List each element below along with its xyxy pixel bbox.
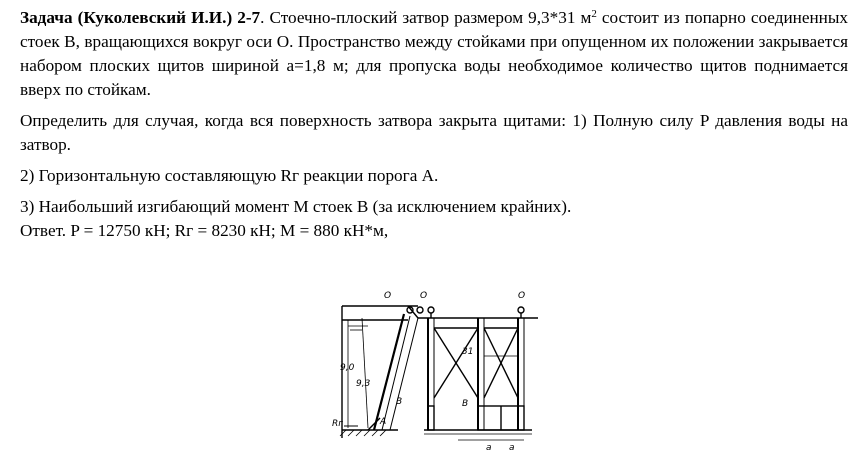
label-rg: Rг [332,419,343,429]
question-intro: Определить для случая, когда вся поверхность затвора закрыта щитами: 1) Полную силу P давления воды на затвор. [20,111,848,154]
answer-line: Ответ. P = 12750 кН; Rг = 8230 кН; M = 880 кН*м, [20,221,389,240]
dimension-9-3 [356,318,371,428]
label-a-dim-2: a [509,443,515,453]
problem-title: Задача (Куколевский И.И.) [20,8,233,27]
dim-9-0-label: 9,0 [340,363,355,373]
dim-31-label: 31 [462,347,474,357]
problem-text [20,6,848,243]
question-3: 3) Наибольший изгибающий момент M стоек B (за исключением крайних). [20,197,572,216]
label-o-2: O [420,291,428,301]
problem-number: 2-7 [237,8,261,27]
question-2: 2) Горизонтальную составляющую Rг реакции порога A. [20,166,439,185]
left-pier [342,306,538,438]
label-o-1: O [384,291,392,301]
statement-part2: состоит из попарно соединенных стоек B, вращающихся вокруг оси O. Пространство между стойками при опущенном их положении закрывается набором плоских щитов шириной a=1,8 м; для пропуска воды необходимое количество щитов поднимается вверх по стойкам. [20,8,849,99]
label-b-right: B [462,399,469,409]
pivot-left [384,291,427,313]
label-a: A [380,417,387,427]
statement-superscript: 2 [591,8,597,20]
dim-9-3-label: 9,3 [356,379,371,389]
gate-leaf [374,314,418,430]
water-surface [342,320,408,330]
gate-diagram [328,288,540,456]
front-view [424,291,532,453]
problem-statement [20,6,848,102]
label-o-3: O [518,291,526,301]
label-b-left: B [396,397,403,407]
label-a-dim-1: a [486,443,492,453]
statement-part1: . Стоечно-плоский затвор размером 9,3*31 м [260,8,592,27]
